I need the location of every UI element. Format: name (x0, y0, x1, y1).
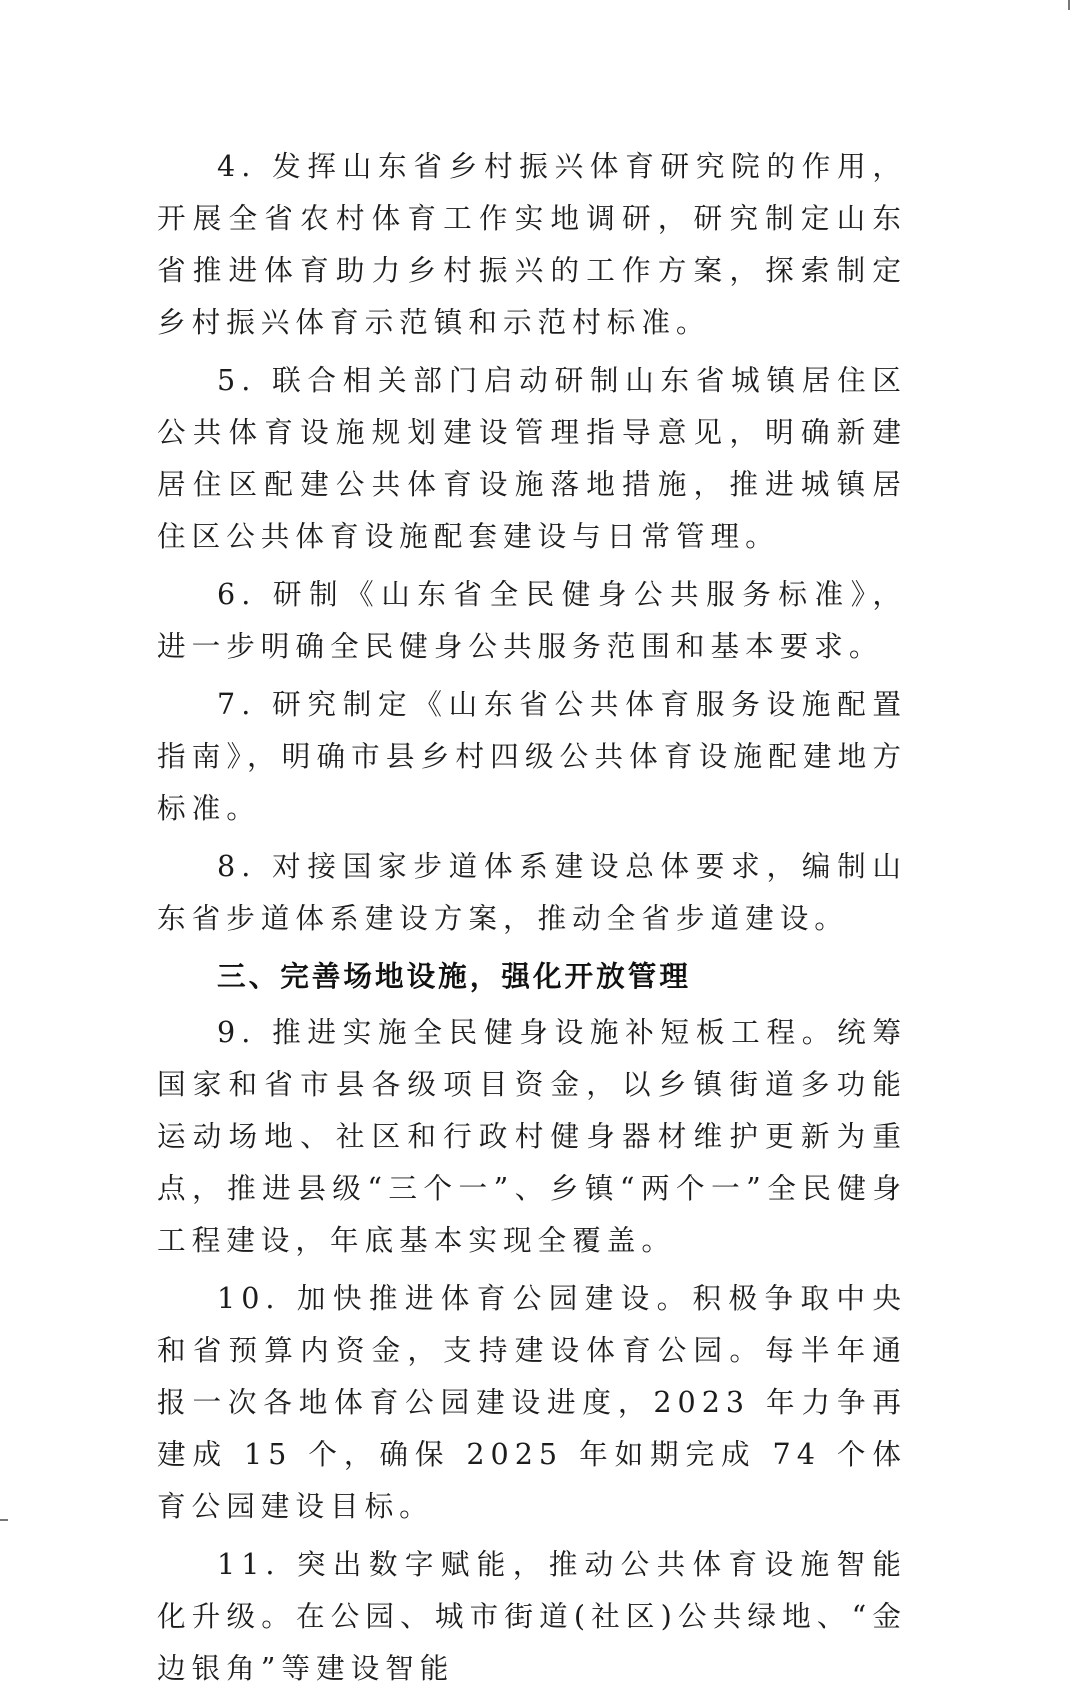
scan-edge-mark-left (0, 1519, 8, 1521)
scan-edge-mark (1068, 0, 1070, 10)
paragraph-item-11: 11. 突出数字赋能，推动公共体育设施智能化升级。在公园、城市街道(社区)公共绿地、“金边银角”等建设智能 (157, 1547, 907, 1685)
paragraph-item-5: 5. 联合相关部门启动研制山东省城镇居住区公共体育设施规划建设管理指导意见，明确新建居住区配建公共体育设施落地措施，推进城镇居住区公共体育设施配套建设与日常管理。 (157, 363, 907, 553)
section-heading: 三、完善场地设施，强化开放管理 (217, 959, 691, 993)
document-body (157, 140, 907, 1700)
paragraph-item-4: 4. 发挥山东省乡村振兴体育研究院的作用，开展全省农村体育工作实地调研，研究制定山东省推进体育助力乡村振兴的工作方案，探索制定乡村振兴体育示范镇和示范村标准。 (157, 149, 907, 339)
paragraph-item-7: 7. 研究制定《山东省公共体育服务设施配置指南》，明确市县乡村四级公共体育设施配建地方标准。 (157, 687, 907, 825)
paragraph-item-6: 6. 研制《山东省全民健身公共服务标准》，进一步明确全民健身公共服务范围和基本要求。 (157, 577, 907, 663)
paragraph-item-10: 10. 加快推进体育公园建设。积极争取中央和省预算内资金，支持建设体育公园。每半年通报一次各地体育公园建设进度，2023 年力争再建成 15 个，确保 2025 年如期完成 74 个体育公园建设目标。 (157, 1281, 907, 1523)
paragraph-item-9: 9. 推进实施全民健身设施补短板工程。统筹国家和省市县各级项目资金，以乡镇街道多功能运动场地、社区和行政村健身器材维护更新为重点，推进县级“三个一”、乡镇“两个一”全民健身工程建设，年底基本实现全覆盖。 (157, 1015, 907, 1257)
paragraph-item-8: 8. 对接国家步道体系建设总体要求，编制山东省步道体系建设方案，推动全省步道建设。 (157, 849, 907, 935)
